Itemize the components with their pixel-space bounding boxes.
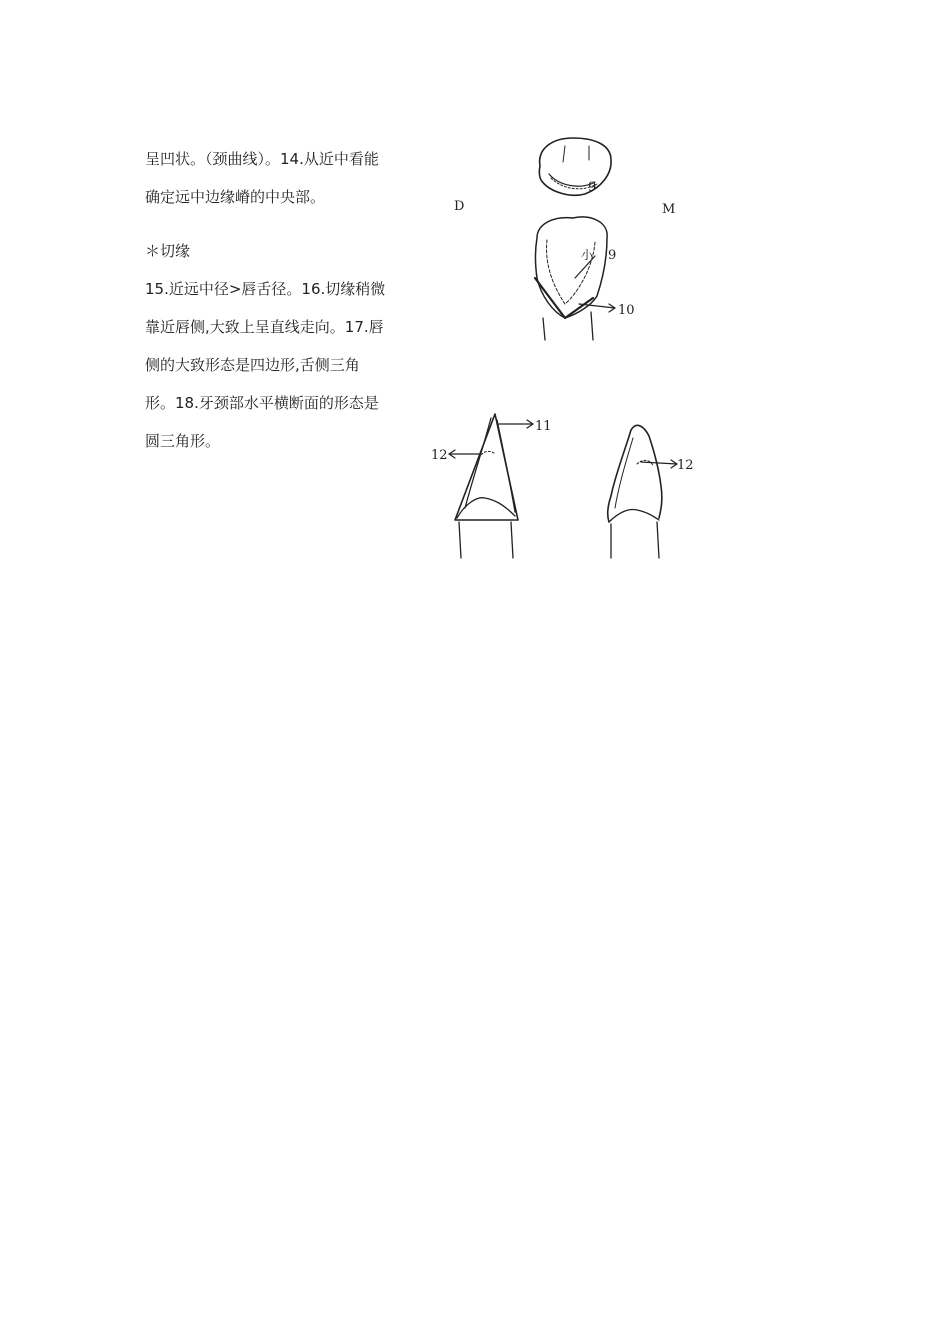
paragraph-2-line: 形。18.牙颈部水平横断面的形态是 (145, 394, 379, 412)
paragraph-1-line: 呈凹状。（颈曲线）。14.从近中看能 (145, 150, 379, 168)
label-mesial: M (662, 202, 676, 217)
proximal-view-left-drawing (449, 414, 533, 558)
lingual-view-drawing (535, 217, 615, 340)
section-heading: ＊切缘 (145, 242, 191, 260)
label-small-char: 小 (581, 248, 594, 262)
paragraph-1 (145, 140, 425, 216)
paragraph-1-line: 确定远中边缘嵴的中央部。 (145, 188, 326, 206)
label-9-top: 9 (588, 180, 597, 195)
paragraph-2-line: 15.近远中径>唇舌径。16.切缘稍微 (145, 280, 386, 298)
tooth-illustration (425, 128, 725, 568)
label-12-left: 12 (431, 448, 448, 463)
incisal-view-drawing (539, 138, 611, 195)
paragraph-2 (145, 270, 425, 460)
label-9-lingual: 9 (608, 248, 617, 263)
text-column (145, 140, 425, 460)
label-11: 11 (535, 419, 552, 434)
label-distal: D (454, 199, 465, 214)
paragraph-2-line: 圆三角形。 (145, 432, 221, 450)
label-10: 10 (618, 303, 635, 318)
tooth-illustration-svg (425, 128, 725, 568)
proximal-view-right-drawing (608, 425, 677, 558)
label-12-right: 12 (677, 458, 694, 473)
paragraph-2-line: 靠近唇侧,大致上呈直线走向。17.唇 (145, 318, 384, 336)
paragraph-2-line: 侧的大致形态是四边形,舌侧三角 (145, 356, 360, 374)
